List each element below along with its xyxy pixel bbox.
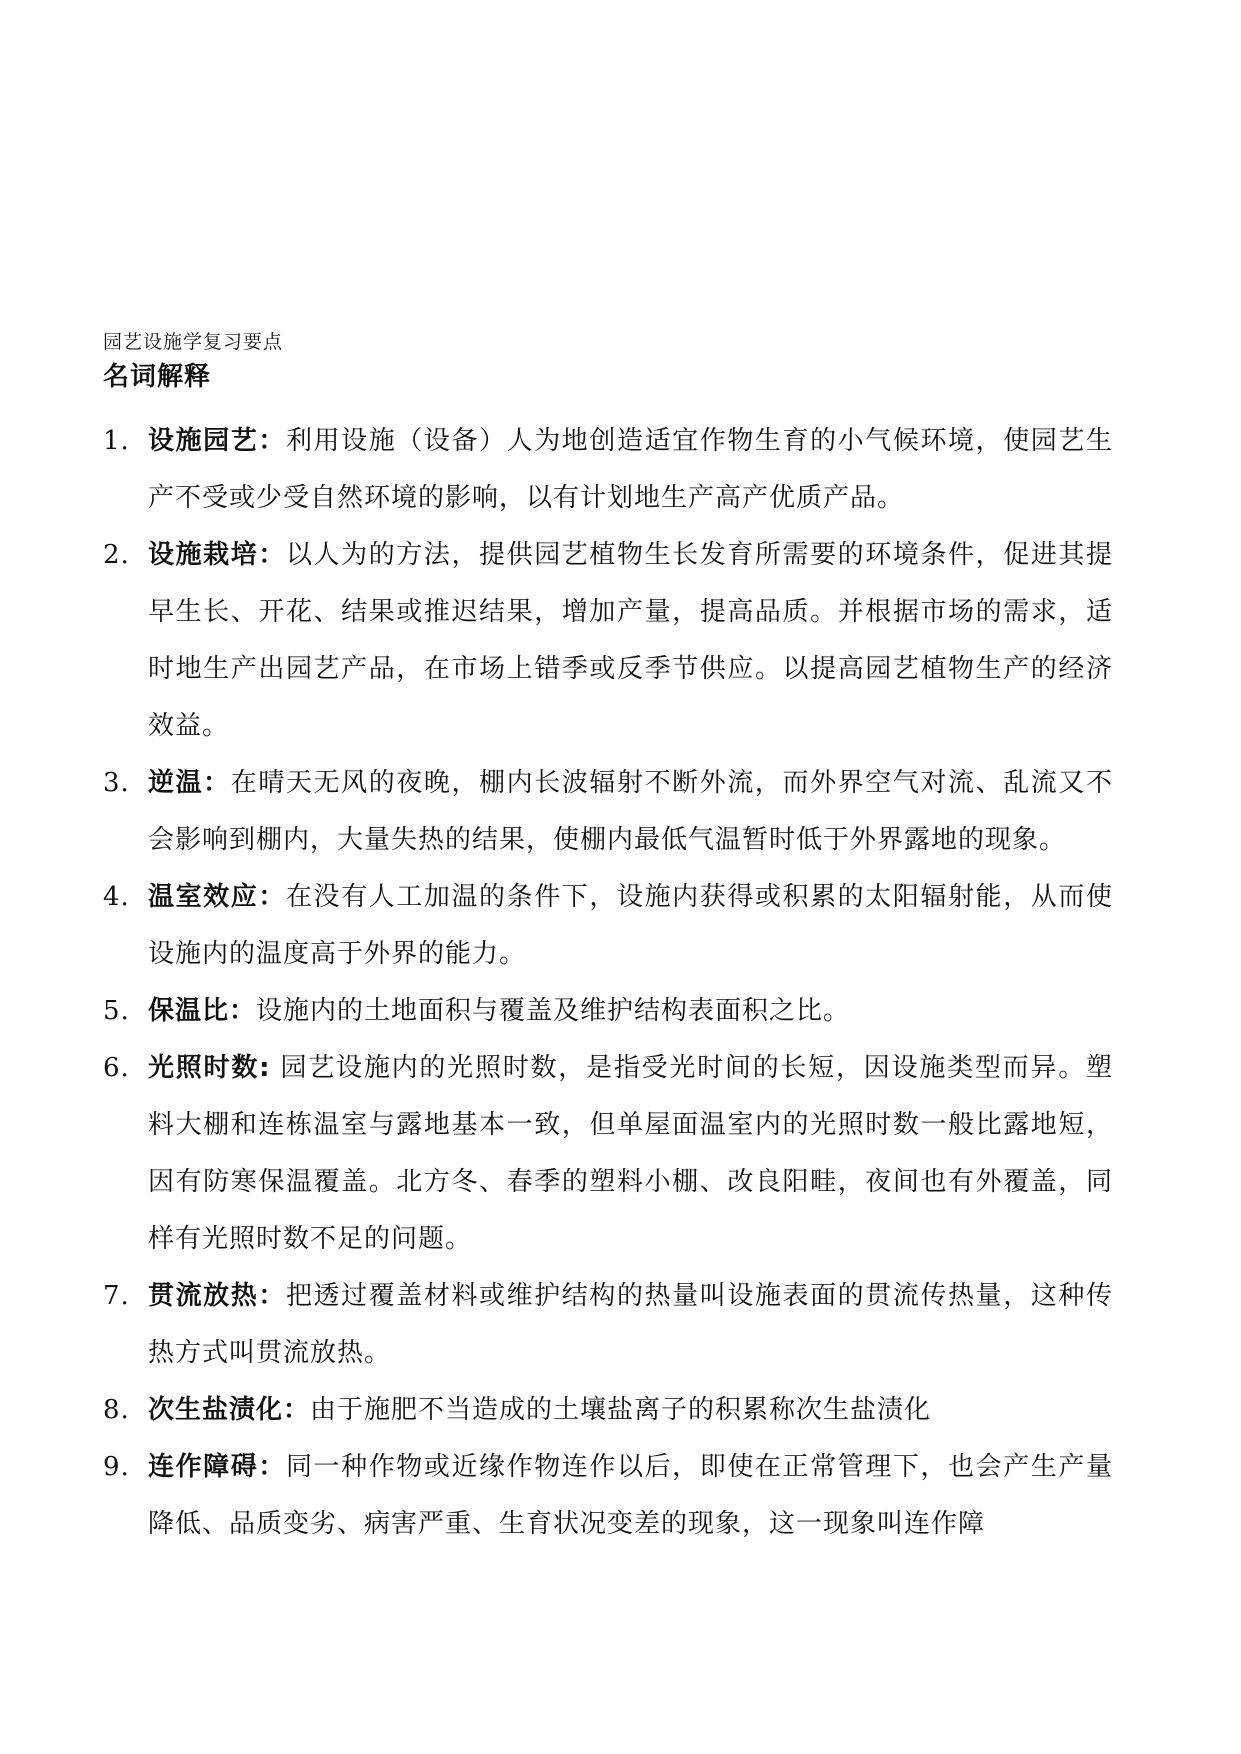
term-definition: 设施内的土地面积与覆盖及维护结构表面积之比。 [256,996,851,1026]
term-name: 设施栽培： [148,540,286,570]
term-name: 保温比： [148,996,257,1026]
term-item [103,1382,1113,1439]
term-name: 次生盐渍化： [148,1395,311,1425]
term-name: 光照时数: [148,1053,271,1083]
term-number: 8. [103,1395,130,1425]
document-title: 园艺设施学复习要点 [103,331,284,353]
term-number: 2. [103,540,130,570]
term-definition: 由于施肥不当造成的土壤盐离子的积累称次生盐渍化 [310,1395,932,1425]
term-item [103,1268,1113,1382]
term-item [103,983,1113,1040]
term-definition: 园艺设施内的光照时数，是指受光时间的长短，因设施类型而异。塑料大棚和连栋温室与露地基本一致，但单屋面温室内的光照时数一般比露地短，因有防寒保温覆盖。北方冬、春季的塑料小棚、改良阳畦，夜间也有外覆盖，同样有光照时数不足的问题。 [148,1053,1113,1254]
term-number: 7. [103,1281,130,1311]
term-number: 9. [103,1452,130,1482]
term-definition: 利用设施（设备）人为地创造适宜作物生育的小气候环境，使园艺生产不受或少受自然环境的影响，以有计划地生产高产优质产品。 [148,426,1113,513]
term-number: 3. [103,768,130,798]
term-definition: 以人为的方法，提供园艺植物生长发育所需要的环境条件，促进其提早生长、开花、结果或推迟结果，增加产量，提高品质。并根据市场的需求，适时地生产出园艺产品，在市场上错季或反季节供应。以提高园艺植物生产的经济效益。 [148,540,1113,741]
term-name: 设施园艺： [148,426,286,456]
term-definition: 同一种作物或近缘作物连作以后，即使在正常管理下，也会产生产量降低、品质变劣、病害严重、生育状况变差的现象，这一现象叫连作障 [148,1452,1113,1539]
term-name: 贯流放热： [148,1281,286,1311]
term-number: 4. [103,882,130,912]
term-name: 逆温： [148,768,231,798]
term-item [103,869,1113,983]
term-list [103,413,1113,1553]
section-heading: 名词解释 [103,362,212,392]
term-item [103,1439,1113,1553]
term-definition: 在没有人工加温的条件下，设施内获得或积累的太阳辐射能，从而使设施内的温度高于外界的能力。 [148,882,1113,969]
term-definition: 在晴天无风的夜晚，棚内长波辐射不断外流，而外界空气对流、乱流又不会影响到棚内，大量失热的结果，使棚内最低气温暂时低于外界露地的现象。 [148,768,1113,855]
term-name: 连作障碍： [148,1452,286,1482]
term-item [103,755,1113,869]
term-definition: 把透过覆盖材料或维护结构的热量叫设施表面的贯流传热量，这种传热方式叫贯流放热。 [148,1281,1113,1368]
term-item [103,413,1113,527]
term-number: 5. [103,996,130,1026]
term-number: 6. [103,1053,130,1083]
term-number: 1. [103,426,130,456]
term-item [103,1040,1113,1268]
term-item [103,527,1113,755]
term-name: 温室效应： [148,882,286,912]
